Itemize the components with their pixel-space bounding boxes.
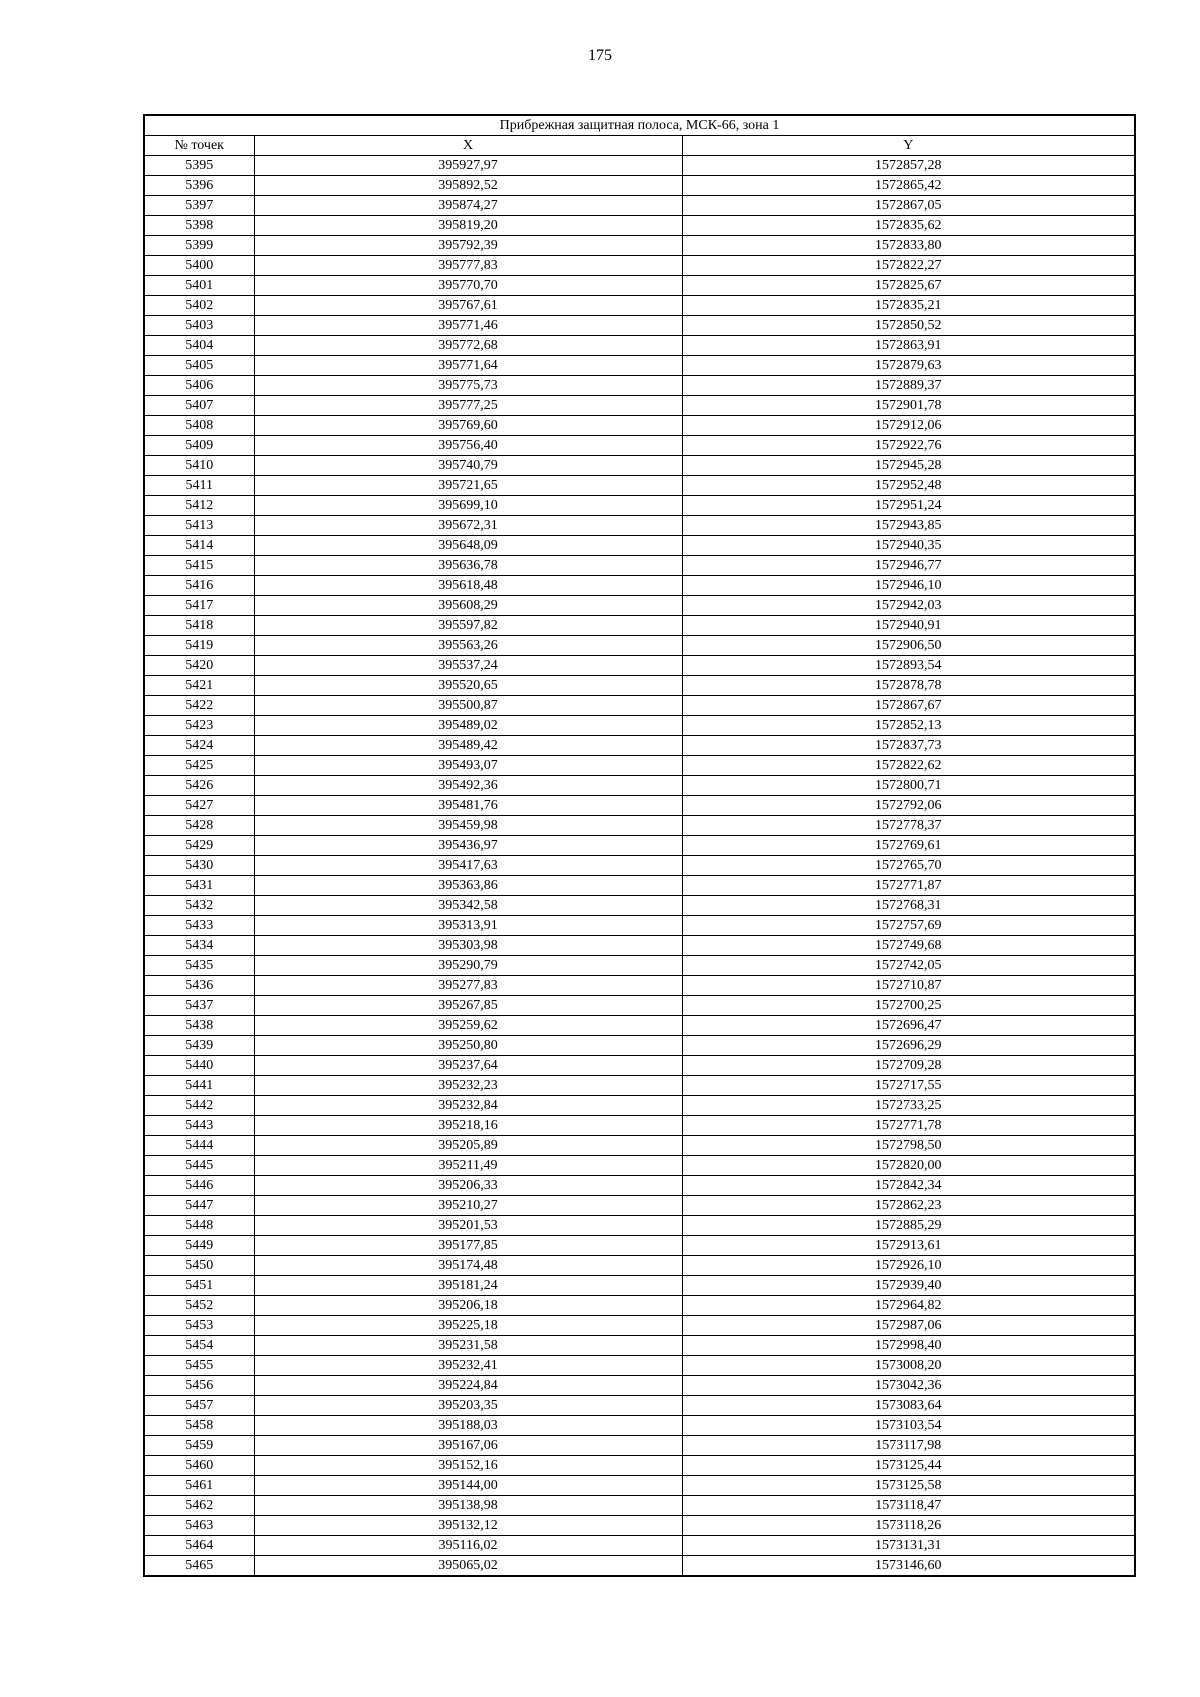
x-coordinate-cell: 395648,09 xyxy=(254,536,682,556)
point-number-cell: 5397 xyxy=(144,196,254,216)
x-coordinate-cell: 395132,12 xyxy=(254,1516,682,1536)
point-number-cell: 5454 xyxy=(144,1336,254,1356)
point-number-cell: 5450 xyxy=(144,1256,254,1276)
x-coordinate-cell: 395167,06 xyxy=(254,1436,682,1456)
table-row xyxy=(144,1196,1135,1216)
table-row xyxy=(144,156,1135,176)
x-coordinate-cell: 395259,62 xyxy=(254,1016,682,1036)
y-coordinate-cell: 1572696,29 xyxy=(682,1036,1135,1056)
table-row xyxy=(144,176,1135,196)
x-coordinate-cell: 395672,31 xyxy=(254,516,682,536)
table-row xyxy=(144,756,1135,776)
table-row xyxy=(144,936,1135,956)
x-coordinate-cell: 395459,98 xyxy=(254,816,682,836)
x-coordinate-cell: 395489,42 xyxy=(254,736,682,756)
point-number-cell: 5426 xyxy=(144,776,254,796)
table-row xyxy=(144,396,1135,416)
point-number-cell: 5403 xyxy=(144,316,254,336)
point-number-cell: 5445 xyxy=(144,1156,254,1176)
x-coordinate-cell: 395756,40 xyxy=(254,436,682,456)
table-row xyxy=(144,416,1135,436)
table-row xyxy=(144,836,1135,856)
table-row xyxy=(144,1376,1135,1396)
y-coordinate-cell: 1572945,28 xyxy=(682,456,1135,476)
x-coordinate-cell: 395218,16 xyxy=(254,1116,682,1136)
y-coordinate-cell: 1572825,67 xyxy=(682,276,1135,296)
x-coordinate-cell: 395290,79 xyxy=(254,956,682,976)
x-coordinate-cell: 395181,24 xyxy=(254,1276,682,1296)
point-number-cell: 5422 xyxy=(144,696,254,716)
x-coordinate-cell: 395636,78 xyxy=(254,556,682,576)
point-number-cell: 5398 xyxy=(144,216,254,236)
point-number-cell: 5443 xyxy=(144,1116,254,1136)
x-coordinate-cell: 395608,29 xyxy=(254,596,682,616)
y-coordinate-cell: 1572800,71 xyxy=(682,776,1135,796)
point-number-cell: 5451 xyxy=(144,1276,254,1296)
point-number-cell: 5462 xyxy=(144,1496,254,1516)
point-number-cell: 5411 xyxy=(144,476,254,496)
table-row xyxy=(144,1396,1135,1416)
y-coordinate-cell: 1572771,87 xyxy=(682,876,1135,896)
point-number-cell: 5428 xyxy=(144,816,254,836)
y-coordinate-cell: 1572893,54 xyxy=(682,656,1135,676)
x-coordinate-cell: 395203,35 xyxy=(254,1396,682,1416)
point-number-cell: 5453 xyxy=(144,1316,254,1336)
x-coordinate-cell: 395210,27 xyxy=(254,1196,682,1216)
x-coordinate-cell: 395520,65 xyxy=(254,676,682,696)
point-number-cell: 5437 xyxy=(144,996,254,1016)
table-row xyxy=(144,716,1135,736)
x-coordinate-cell: 395618,48 xyxy=(254,576,682,596)
x-coordinate-cell: 395481,76 xyxy=(254,796,682,816)
y-coordinate-cell: 1572889,37 xyxy=(682,376,1135,396)
y-coordinate-cell: 1572742,05 xyxy=(682,956,1135,976)
y-coordinate-cell: 1572862,23 xyxy=(682,1196,1135,1216)
y-coordinate-cell: 1572749,68 xyxy=(682,936,1135,956)
y-coordinate-cell: 1572833,80 xyxy=(682,236,1135,256)
coordinates-table xyxy=(143,114,1136,1577)
x-coordinate-cell: 395177,85 xyxy=(254,1236,682,1256)
point-number-cell: 5410 xyxy=(144,456,254,476)
y-coordinate-cell: 1572820,00 xyxy=(682,1156,1135,1176)
y-coordinate-cell: 1573146,60 xyxy=(682,1556,1135,1577)
point-number-cell: 5417 xyxy=(144,596,254,616)
point-number-cell: 5413 xyxy=(144,516,254,536)
table-row xyxy=(144,236,1135,256)
point-number-cell: 5419 xyxy=(144,636,254,656)
point-number-cell: 5460 xyxy=(144,1456,254,1476)
point-number-cell: 5412 xyxy=(144,496,254,516)
table-row xyxy=(144,816,1135,836)
x-coordinate-cell: 395740,79 xyxy=(254,456,682,476)
x-coordinate-cell: 395489,02 xyxy=(254,716,682,736)
y-coordinate-cell: 1572835,62 xyxy=(682,216,1135,236)
table-row xyxy=(144,1176,1135,1196)
x-coordinate-cell: 395206,33 xyxy=(254,1176,682,1196)
point-number-cell: 5395 xyxy=(144,156,254,176)
point-number-cell: 5439 xyxy=(144,1036,254,1056)
point-number-cell: 5434 xyxy=(144,936,254,956)
table-row xyxy=(144,496,1135,516)
table-row xyxy=(144,576,1135,596)
y-coordinate-cell: 1572964,82 xyxy=(682,1296,1135,1316)
x-coordinate-cell: 395874,27 xyxy=(254,196,682,216)
point-number-cell: 5463 xyxy=(144,1516,254,1536)
y-coordinate-cell: 1572912,06 xyxy=(682,416,1135,436)
column-header-y: Y xyxy=(682,136,1135,156)
point-number-cell: 5459 xyxy=(144,1436,254,1456)
column-header-x: X xyxy=(254,136,682,156)
table-row xyxy=(144,1016,1135,1036)
point-number-cell: 5401 xyxy=(144,276,254,296)
point-number-cell: 5440 xyxy=(144,1056,254,1076)
y-coordinate-cell: 1572837,73 xyxy=(682,736,1135,756)
x-coordinate-cell: 395065,02 xyxy=(254,1556,682,1577)
table-row xyxy=(144,1156,1135,1176)
table-row xyxy=(144,336,1135,356)
point-number-cell: 5446 xyxy=(144,1176,254,1196)
point-number-cell: 5447 xyxy=(144,1196,254,1216)
table-row xyxy=(144,296,1135,316)
y-coordinate-cell: 1573118,26 xyxy=(682,1516,1135,1536)
table-row xyxy=(144,1096,1135,1116)
table-row xyxy=(144,696,1135,716)
table-row xyxy=(144,1316,1135,1336)
table-row xyxy=(144,856,1135,876)
x-coordinate-cell: 395174,48 xyxy=(254,1256,682,1276)
table-row xyxy=(144,1416,1135,1436)
y-coordinate-cell: 1572906,50 xyxy=(682,636,1135,656)
x-coordinate-cell: 395138,98 xyxy=(254,1496,682,1516)
x-coordinate-cell: 395597,82 xyxy=(254,616,682,636)
y-coordinate-cell: 1572792,06 xyxy=(682,796,1135,816)
table-row xyxy=(144,1436,1135,1456)
point-number-cell: 5402 xyxy=(144,296,254,316)
point-number-cell: 5456 xyxy=(144,1376,254,1396)
y-coordinate-cell: 1572943,85 xyxy=(682,516,1135,536)
x-coordinate-cell: 395772,68 xyxy=(254,336,682,356)
table-row xyxy=(144,1116,1135,1136)
y-coordinate-cell: 1572768,31 xyxy=(682,896,1135,916)
point-number-cell: 5407 xyxy=(144,396,254,416)
x-coordinate-cell: 395363,86 xyxy=(254,876,682,896)
y-coordinate-cell: 1572926,10 xyxy=(682,1256,1135,1276)
point-number-cell: 5431 xyxy=(144,876,254,896)
x-coordinate-cell: 395819,20 xyxy=(254,216,682,236)
table-row xyxy=(144,1496,1135,1516)
y-coordinate-cell: 1572771,78 xyxy=(682,1116,1135,1136)
y-coordinate-cell: 1572922,76 xyxy=(682,436,1135,456)
y-coordinate-cell: 1572733,25 xyxy=(682,1096,1135,1116)
y-coordinate-cell: 1572885,29 xyxy=(682,1216,1135,1236)
y-coordinate-cell: 1572757,69 xyxy=(682,916,1135,936)
x-coordinate-cell: 395205,89 xyxy=(254,1136,682,1156)
point-number-cell: 5420 xyxy=(144,656,254,676)
point-number-cell: 5444 xyxy=(144,1136,254,1156)
x-coordinate-cell: 395225,18 xyxy=(254,1316,682,1336)
point-number-cell: 5405 xyxy=(144,356,254,376)
y-coordinate-cell: 1573118,47 xyxy=(682,1496,1135,1516)
point-number-cell: 5436 xyxy=(144,976,254,996)
x-coordinate-cell: 395267,85 xyxy=(254,996,682,1016)
point-number-cell: 5409 xyxy=(144,436,254,456)
x-coordinate-cell: 395775,73 xyxy=(254,376,682,396)
y-coordinate-cell: 1572710,87 xyxy=(682,976,1135,996)
point-number-cell: 5421 xyxy=(144,676,254,696)
point-number-cell: 5427 xyxy=(144,796,254,816)
x-coordinate-cell: 395201,53 xyxy=(254,1216,682,1236)
y-coordinate-cell: 1572765,70 xyxy=(682,856,1135,876)
point-number-cell: 5452 xyxy=(144,1296,254,1316)
y-coordinate-cell: 1572865,42 xyxy=(682,176,1135,196)
table-row xyxy=(144,1536,1135,1556)
table-title-row xyxy=(144,115,1135,136)
table-row xyxy=(144,956,1135,976)
table-row xyxy=(144,1236,1135,1256)
x-coordinate-cell: 395206,18 xyxy=(254,1296,682,1316)
point-number-cell: 5423 xyxy=(144,716,254,736)
table-row xyxy=(144,1036,1135,1056)
table-row xyxy=(144,1256,1135,1276)
x-coordinate-cell: 395792,39 xyxy=(254,236,682,256)
y-coordinate-cell: 1572940,35 xyxy=(682,536,1135,556)
x-coordinate-cell: 395116,02 xyxy=(254,1536,682,1556)
point-number-cell: 5404 xyxy=(144,336,254,356)
x-coordinate-cell: 395237,64 xyxy=(254,1056,682,1076)
x-coordinate-cell: 395563,26 xyxy=(254,636,682,656)
point-number-cell: 5414 xyxy=(144,536,254,556)
point-number-cell: 5455 xyxy=(144,1356,254,1376)
y-coordinate-cell: 1572863,91 xyxy=(682,336,1135,356)
table-row xyxy=(144,536,1135,556)
table-row xyxy=(144,276,1135,296)
table-body xyxy=(144,156,1135,1577)
y-coordinate-cell: 1572913,61 xyxy=(682,1236,1135,1256)
table-row xyxy=(144,1456,1135,1476)
x-coordinate-cell: 395250,80 xyxy=(254,1036,682,1056)
point-number-cell: 5408 xyxy=(144,416,254,436)
table-row xyxy=(144,256,1135,276)
y-coordinate-cell: 1572878,78 xyxy=(682,676,1135,696)
table-row xyxy=(144,196,1135,216)
point-number-cell: 5449 xyxy=(144,1236,254,1256)
y-coordinate-cell: 1572942,03 xyxy=(682,596,1135,616)
table-row xyxy=(144,776,1135,796)
y-coordinate-cell: 1572850,52 xyxy=(682,316,1135,336)
table-row xyxy=(144,436,1135,456)
point-number-cell: 5400 xyxy=(144,256,254,276)
x-coordinate-cell: 395231,58 xyxy=(254,1336,682,1356)
table-row xyxy=(144,876,1135,896)
y-coordinate-cell: 1573103,54 xyxy=(682,1416,1135,1436)
point-number-cell: 5432 xyxy=(144,896,254,916)
y-coordinate-cell: 1573125,58 xyxy=(682,1476,1135,1496)
y-coordinate-cell: 1573008,20 xyxy=(682,1356,1135,1376)
table-row xyxy=(144,1516,1135,1536)
x-coordinate-cell: 395493,07 xyxy=(254,756,682,776)
point-number-cell: 5438 xyxy=(144,1016,254,1036)
x-coordinate-cell: 395492,36 xyxy=(254,776,682,796)
table-row xyxy=(144,456,1135,476)
x-coordinate-cell: 395927,97 xyxy=(254,156,682,176)
point-number-cell: 5425 xyxy=(144,756,254,776)
table-row xyxy=(144,516,1135,536)
x-coordinate-cell: 395144,00 xyxy=(254,1476,682,1496)
x-coordinate-cell: 395721,65 xyxy=(254,476,682,496)
y-coordinate-cell: 1572952,48 xyxy=(682,476,1135,496)
y-coordinate-cell: 1572951,24 xyxy=(682,496,1135,516)
y-coordinate-cell: 1572857,28 xyxy=(682,156,1135,176)
y-coordinate-cell: 1572946,77 xyxy=(682,556,1135,576)
x-coordinate-cell: 395232,84 xyxy=(254,1096,682,1116)
y-coordinate-cell: 1572939,40 xyxy=(682,1276,1135,1296)
point-number-cell: 5464 xyxy=(144,1536,254,1556)
table-row xyxy=(144,1476,1135,1496)
y-coordinate-cell: 1572901,78 xyxy=(682,396,1135,416)
point-number-cell: 5442 xyxy=(144,1096,254,1116)
y-coordinate-cell: 1573125,44 xyxy=(682,1456,1135,1476)
table-row xyxy=(144,216,1135,236)
y-coordinate-cell: 1572946,10 xyxy=(682,576,1135,596)
table-row xyxy=(144,1296,1135,1316)
point-number-cell: 5465 xyxy=(144,1556,254,1577)
x-coordinate-cell: 395767,61 xyxy=(254,296,682,316)
table-row xyxy=(144,316,1135,336)
table-row xyxy=(144,736,1135,756)
point-number-cell: 5406 xyxy=(144,376,254,396)
table-row xyxy=(144,616,1135,636)
y-coordinate-cell: 1572778,37 xyxy=(682,816,1135,836)
x-coordinate-cell: 395277,83 xyxy=(254,976,682,996)
point-number-cell: 5457 xyxy=(144,1396,254,1416)
x-coordinate-cell: 395417,63 xyxy=(254,856,682,876)
x-coordinate-cell: 395232,41 xyxy=(254,1356,682,1376)
point-number-cell: 5433 xyxy=(144,916,254,936)
x-coordinate-cell: 395699,10 xyxy=(254,496,682,516)
y-coordinate-cell: 1572709,28 xyxy=(682,1056,1135,1076)
table-row xyxy=(144,916,1135,936)
table-row xyxy=(144,1216,1135,1236)
x-coordinate-cell: 395500,87 xyxy=(254,696,682,716)
table-row xyxy=(144,556,1135,576)
x-coordinate-cell: 395211,49 xyxy=(254,1156,682,1176)
x-coordinate-cell: 395232,23 xyxy=(254,1076,682,1096)
y-coordinate-cell: 1572940,91 xyxy=(682,616,1135,636)
table-row xyxy=(144,896,1135,916)
table-row xyxy=(144,1076,1135,1096)
point-number-cell: 5461 xyxy=(144,1476,254,1496)
x-coordinate-cell: 395771,46 xyxy=(254,316,682,336)
y-coordinate-cell: 1572867,67 xyxy=(682,696,1135,716)
y-coordinate-cell: 1572696,47 xyxy=(682,1016,1135,1036)
table-row xyxy=(144,796,1135,816)
table-row xyxy=(144,656,1135,676)
y-coordinate-cell: 1573042,36 xyxy=(682,1376,1135,1396)
y-coordinate-cell: 1572769,61 xyxy=(682,836,1135,856)
y-coordinate-cell: 1572717,55 xyxy=(682,1076,1135,1096)
y-coordinate-cell: 1572798,50 xyxy=(682,1136,1135,1156)
point-number-cell: 5416 xyxy=(144,576,254,596)
page-number: 175 xyxy=(588,47,612,64)
y-coordinate-cell: 1573083,64 xyxy=(682,1396,1135,1416)
x-coordinate-cell: 395224,84 xyxy=(254,1376,682,1396)
table-row xyxy=(144,976,1135,996)
table-row xyxy=(144,1056,1135,1076)
y-coordinate-cell: 1572835,21 xyxy=(682,296,1135,316)
table-row xyxy=(144,376,1135,396)
table-row xyxy=(144,596,1135,616)
x-coordinate-cell: 395303,98 xyxy=(254,936,682,956)
table-row xyxy=(144,476,1135,496)
y-coordinate-cell: 1572842,34 xyxy=(682,1176,1135,1196)
point-number-cell: 5430 xyxy=(144,856,254,876)
y-coordinate-cell: 1572700,25 xyxy=(682,996,1135,1016)
x-coordinate-cell: 395777,25 xyxy=(254,396,682,416)
table-header-row xyxy=(144,136,1135,156)
y-coordinate-cell: 1573117,98 xyxy=(682,1436,1135,1456)
y-coordinate-cell: 1572822,62 xyxy=(682,756,1135,776)
y-coordinate-cell: 1572852,13 xyxy=(682,716,1135,736)
x-coordinate-cell: 395769,60 xyxy=(254,416,682,436)
table-row xyxy=(144,356,1135,376)
table-row xyxy=(144,1556,1135,1577)
column-header-point-number: № точек xyxy=(144,136,254,156)
x-coordinate-cell: 395342,58 xyxy=(254,896,682,916)
x-coordinate-cell: 395770,70 xyxy=(254,276,682,296)
y-coordinate-cell: 1572987,06 xyxy=(682,1316,1135,1336)
x-coordinate-cell: 395537,24 xyxy=(254,656,682,676)
point-number-cell: 5418 xyxy=(144,616,254,636)
table-row xyxy=(144,1336,1135,1356)
table-row xyxy=(144,1136,1135,1156)
y-coordinate-cell: 1572822,27 xyxy=(682,256,1135,276)
y-coordinate-cell: 1572998,40 xyxy=(682,1336,1135,1356)
x-coordinate-cell: 395313,91 xyxy=(254,916,682,936)
point-number-cell: 5435 xyxy=(144,956,254,976)
x-coordinate-cell: 395152,16 xyxy=(254,1456,682,1476)
point-number-cell: 5441 xyxy=(144,1076,254,1096)
table-row xyxy=(144,636,1135,656)
x-coordinate-cell: 395777,83 xyxy=(254,256,682,276)
table-row xyxy=(144,996,1135,1016)
point-number-cell: 5458 xyxy=(144,1416,254,1436)
table-title: Прибрежная защитная полоса, МСК-66, зона 1 xyxy=(144,115,1135,136)
table-row xyxy=(144,676,1135,696)
point-number-cell: 5399 xyxy=(144,236,254,256)
point-number-cell: 5396 xyxy=(144,176,254,196)
table-row xyxy=(144,1356,1135,1376)
y-coordinate-cell: 1572867,05 xyxy=(682,196,1135,216)
point-number-cell: 5448 xyxy=(144,1216,254,1236)
y-coordinate-cell: 1573131,31 xyxy=(682,1536,1135,1556)
x-coordinate-cell: 395771,64 xyxy=(254,356,682,376)
point-number-cell: 5415 xyxy=(144,556,254,576)
point-number-cell: 5424 xyxy=(144,736,254,756)
table-row xyxy=(144,1276,1135,1296)
x-coordinate-cell: 395892,52 xyxy=(254,176,682,196)
x-coordinate-cell: 395188,03 xyxy=(254,1416,682,1436)
y-coordinate-cell: 1572879,63 xyxy=(682,356,1135,376)
x-coordinate-cell: 395436,97 xyxy=(254,836,682,856)
point-number-cell: 5429 xyxy=(144,836,254,856)
